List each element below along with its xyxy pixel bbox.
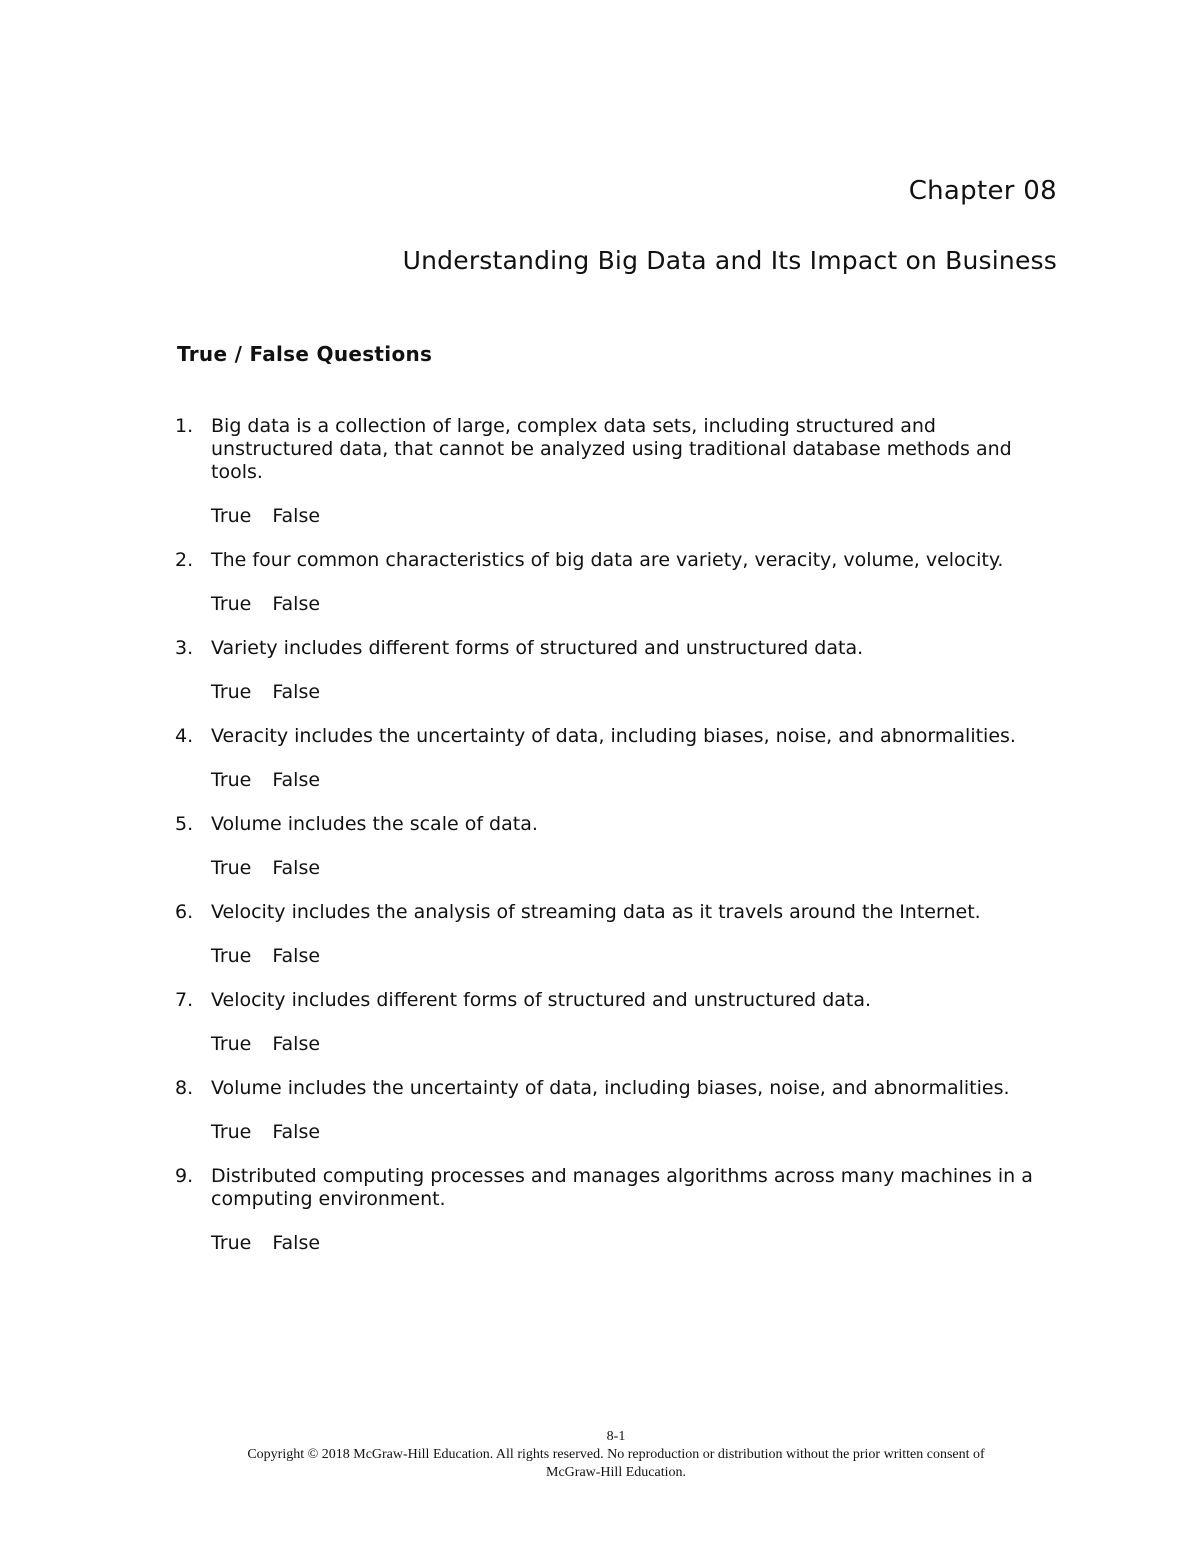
page-footer bbox=[0, 1428, 1200, 1482]
copyright-line: McGraw-Hill Education. bbox=[546, 1465, 686, 1480]
answer-true: True bbox=[211, 1121, 252, 1143]
answer-options bbox=[211, 1121, 1055, 1144]
question-item bbox=[175, 1077, 1055, 1144]
answer-true: True bbox=[211, 681, 252, 703]
page-number: 8-1 bbox=[606, 1429, 626, 1444]
question-number: 6. bbox=[175, 901, 194, 923]
answer-options bbox=[211, 857, 1055, 880]
section-heading: True / False Questions bbox=[177, 342, 433, 366]
question-number: 1. bbox=[175, 415, 194, 437]
answer-false: False bbox=[272, 1121, 321, 1143]
answer-false: False bbox=[272, 593, 321, 615]
answer-options bbox=[211, 945, 1055, 968]
question-item bbox=[175, 901, 1055, 968]
question-text: Distributed computing processes and manages algorithms across many machines in a computing environment. bbox=[211, 1165, 1033, 1210]
question-text: The four common characteristics of big data are variety, veracity, volume, velocity. bbox=[211, 549, 1004, 571]
copyright-line: Copyright © 2018 McGraw-Hill Education. All rights reserved. No reproduction or distribution without the prior written consent of bbox=[247, 1447, 985, 1462]
question-list bbox=[175, 415, 1055, 1276]
answer-false: False bbox=[272, 1033, 321, 1055]
answer-options bbox=[211, 681, 1055, 704]
question-item bbox=[175, 415, 1055, 528]
question-text: Variety includes different forms of structured and unstructured data. bbox=[211, 637, 864, 659]
question-text: Velocity includes the analysis of streaming data as it travels around the Internet. bbox=[211, 901, 981, 923]
question-number: 9. bbox=[175, 1165, 194, 1187]
question-text: Volume includes the uncertainty of data, including biases, noise, and abnormalities. bbox=[211, 1077, 1010, 1099]
answer-false: False bbox=[272, 945, 321, 967]
question-item bbox=[175, 725, 1055, 792]
question-text: Big data is a collection of large, complex data sets, including structured and unstructured data, that cannot be analyzed using traditional database methods and tools. bbox=[211, 415, 1012, 483]
question-text: Velocity includes different forms of structured and unstructured data. bbox=[211, 989, 872, 1011]
question-number: 3. bbox=[175, 637, 194, 659]
chapter-label: Chapter 08 bbox=[908, 176, 1057, 206]
answer-options bbox=[211, 505, 1055, 528]
question-item bbox=[175, 989, 1055, 1056]
answer-false: False bbox=[272, 857, 321, 879]
answer-true: True bbox=[211, 1232, 252, 1254]
answer-true: True bbox=[211, 1033, 252, 1055]
answer-true: True bbox=[211, 945, 252, 967]
answer-true: True bbox=[211, 593, 252, 615]
answer-false: False bbox=[272, 769, 321, 791]
answer-options bbox=[211, 1232, 1055, 1255]
question-number: 8. bbox=[175, 1077, 194, 1099]
answer-true: True bbox=[211, 505, 252, 527]
question-item bbox=[175, 549, 1055, 616]
question-text: Veracity includes the uncertainty of data, including biases, noise, and abnormalities. bbox=[211, 725, 1016, 747]
answer-options bbox=[211, 1033, 1055, 1056]
answer-options bbox=[211, 593, 1055, 616]
answer-true: True bbox=[211, 769, 252, 791]
question-text: Volume includes the scale of data. bbox=[211, 813, 538, 835]
chapter-title: Understanding Big Data and Its Impact on Business bbox=[402, 246, 1057, 275]
question-number: 4. bbox=[175, 725, 194, 747]
answer-false: False bbox=[272, 1232, 321, 1254]
question-number: 7. bbox=[175, 989, 194, 1011]
question-number: 5. bbox=[175, 813, 194, 835]
answer-options bbox=[211, 769, 1055, 792]
question-item bbox=[175, 637, 1055, 704]
question-number: 2. bbox=[175, 549, 194, 571]
answer-true: True bbox=[211, 857, 252, 879]
answer-false: False bbox=[272, 681, 321, 703]
question-item bbox=[175, 1165, 1055, 1255]
question-item bbox=[175, 813, 1055, 880]
answer-false: False bbox=[272, 505, 321, 527]
